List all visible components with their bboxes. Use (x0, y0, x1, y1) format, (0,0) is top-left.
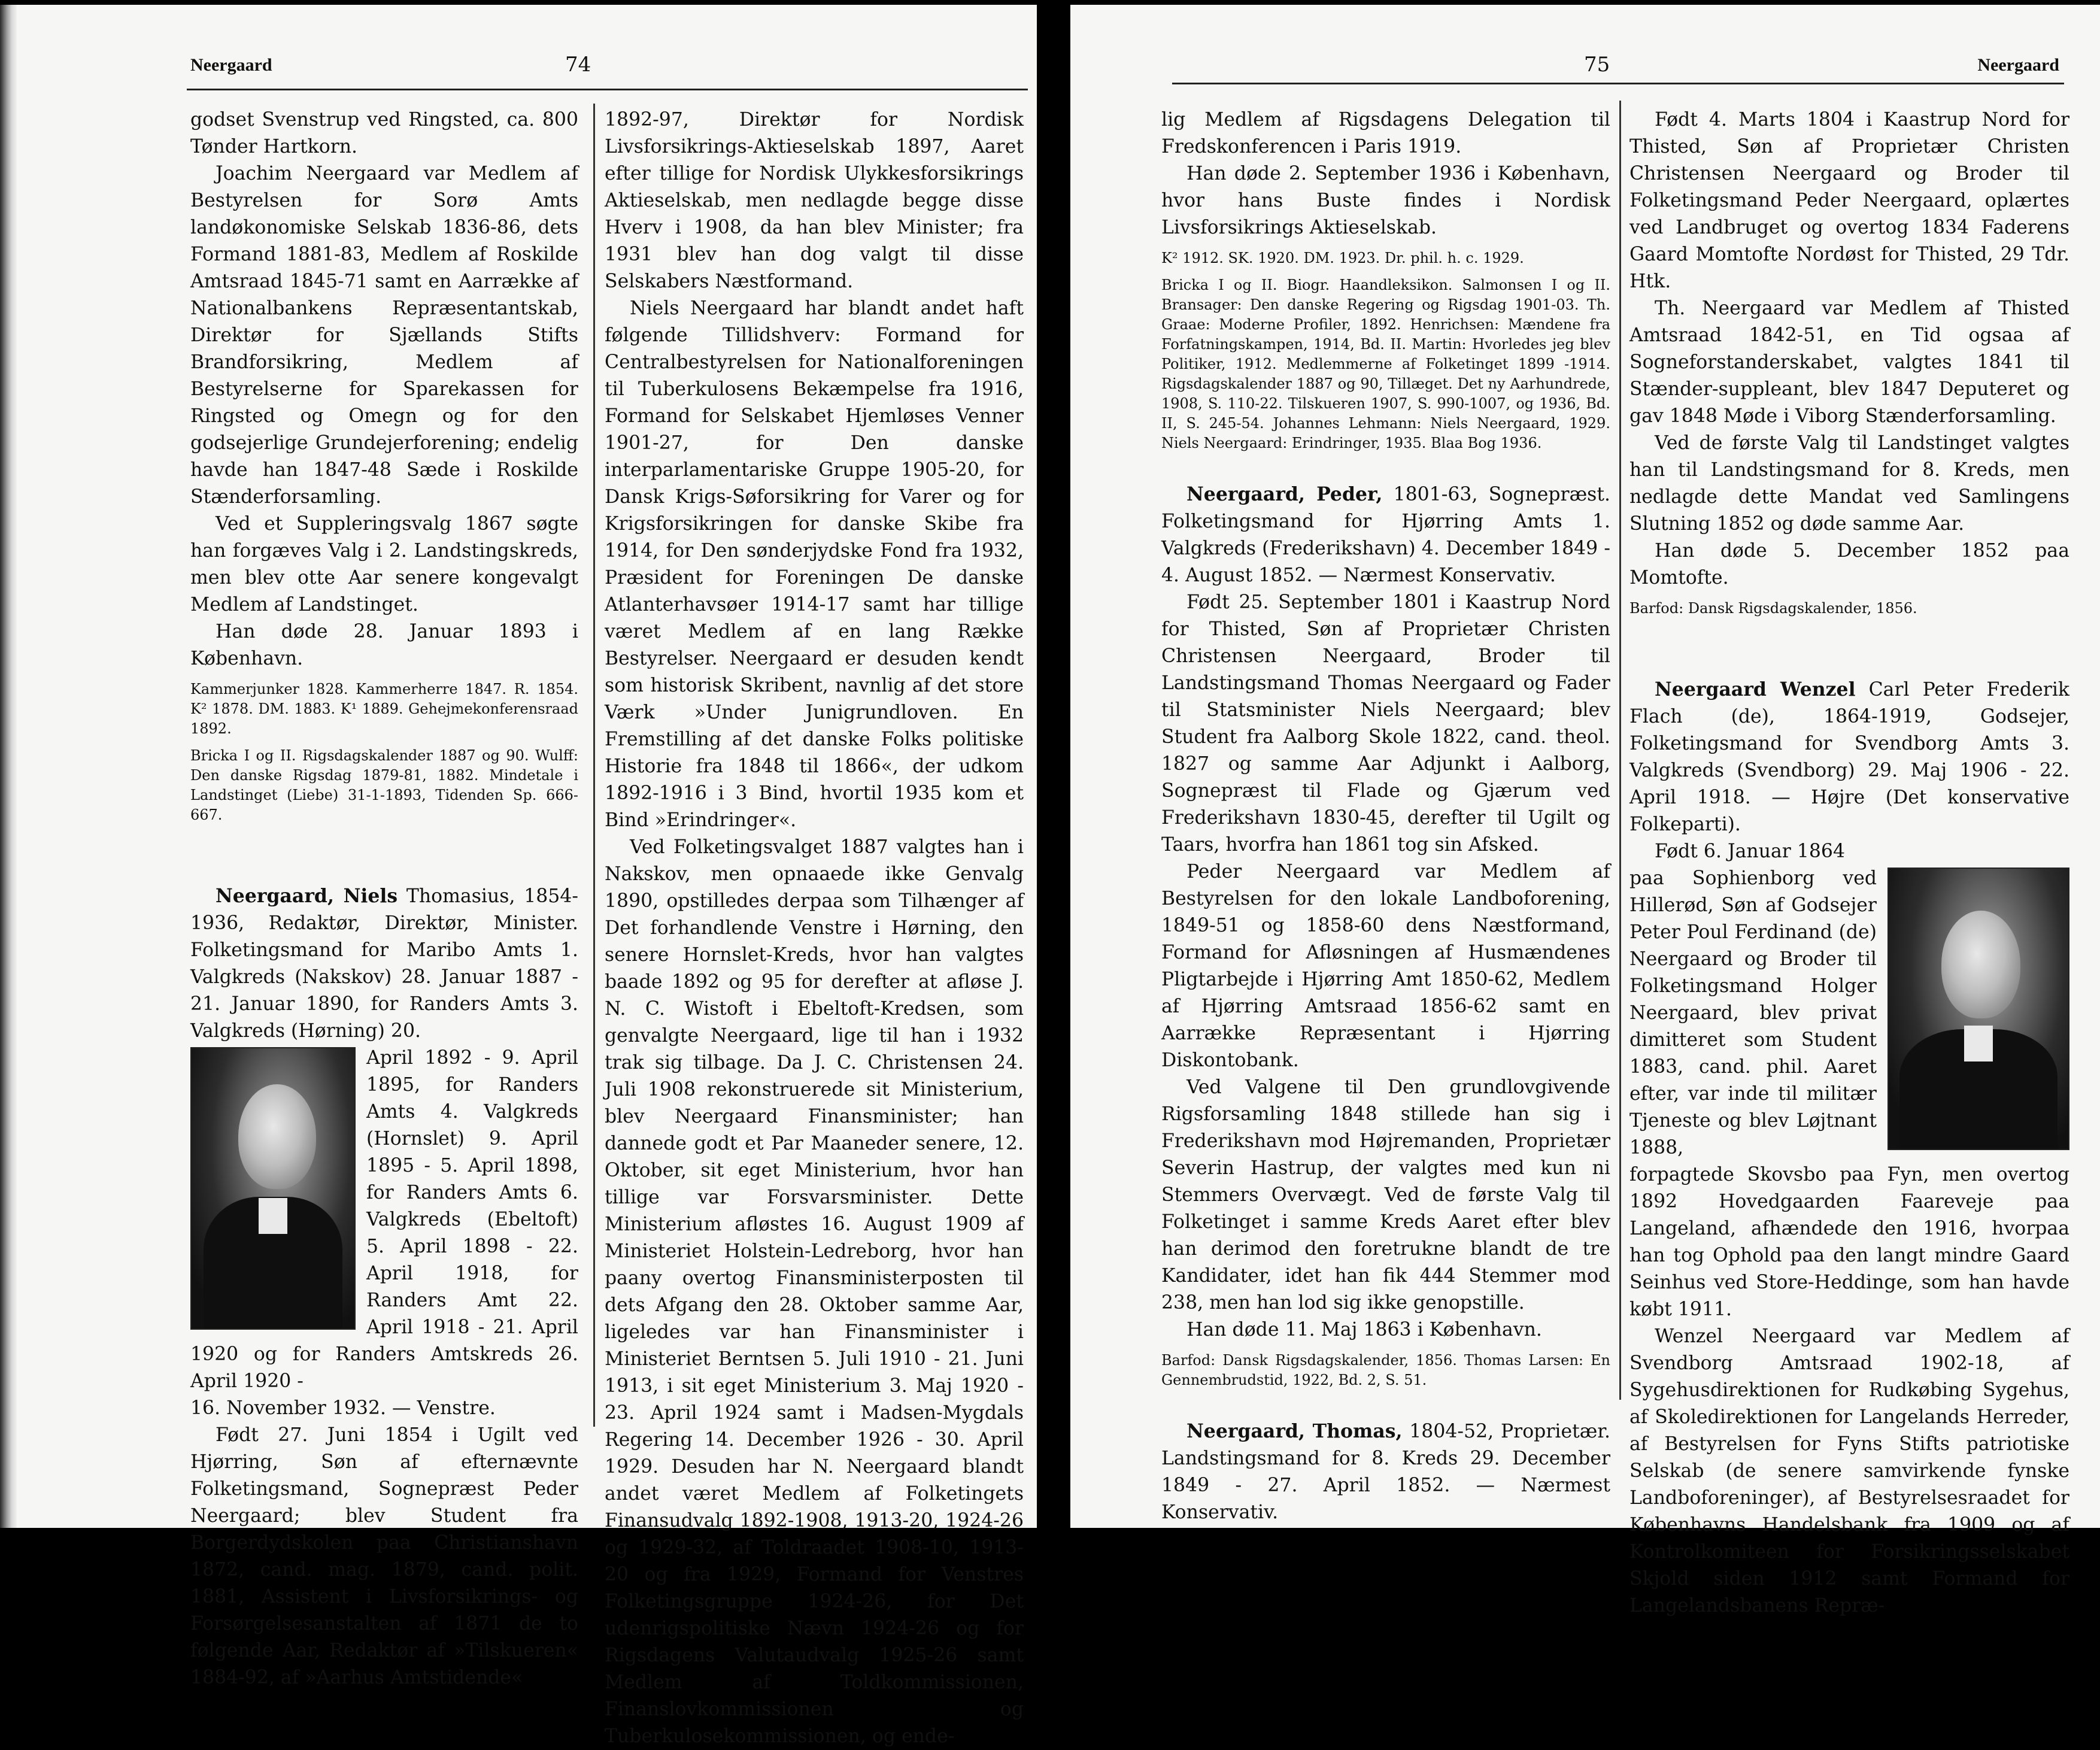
entry-text: 1801-63, Sognepræst. Folketingsmand for Hjørring Amts 1. Valgkreds (Frederikshavn) 4. December 1849 - 4. August 1852. — Nærmest Konservativ. (1161, 484, 1611, 586)
column-right-1 (1161, 107, 1610, 1526)
paragraph: Født 6. Januar 1864 (1655, 841, 1845, 862)
column-left-1 (190, 107, 578, 1691)
entry-paragraph (1629, 676, 2069, 838)
entry-name: Neergaard, Peder, (1186, 483, 1383, 505)
paragraph: Peder Neergaard var Medlem af Bestyrelsen for den lokale Landboforening, 1849-51 og 1858-60 dens Næstformand, Formand for Afløsningen af Husmændenes Pligtarbejde i Hjørring Amt 1850-62, Medlem af Hjørring Amtsraad 1856-62 samt en Aarrække Repræsentant i Hjørring Diskontobank. (1161, 861, 1610, 1071)
page-number: 74 (565, 53, 591, 77)
header-rule (1172, 83, 2064, 84)
entry-text: Thomasius, 1854-1936, Redaktør, Direktør, Minister. Folketingsmand for Maribo Amts 1. Valgkreds (Nakskov) 28. Januar 1887 - 21. Januar 1890, for Randers Amts 3. Valgkreds (Hørning) 20. (190, 885, 579, 1042)
header-name: Neergaard (1977, 55, 2059, 75)
honours-note: K² 1912. SK. 1920. DM. 1923. Dr. phil. h. c. 1929. (1161, 250, 1524, 266)
left-page (0, 5, 1037, 1747)
portrait-photo (1887, 868, 2069, 1150)
sources-note: Bricka I og II. Rigsdagskalender 1887 og 90. Wulff: Den danske Rigsdag 1879-81, 1882. Mindetale i Landstinget (Liebe) 31-1-1893, Tidenden Sp. 666-667. (190, 747, 578, 823)
sources-note: Bricka I og II. Biogr. Haandleksikon. Salmonsen I og II. Bransager: Den danske Regering og Rigsdag 1901-03. Th. Graae: Moderne Profiler, 1892. Henrichsen: Mændene fra Forfatningskampen, 1914, Bd. II. Martin: Hvorledes jeg blev Politiker, 1912. Medlemmerne af Folketinget 1899 -1914. Rigsdagskalender 1887 og 90, Tillæget. Det ny Aarhundrede, 1908, S. 110-22. Tilskueren 1907, S. 990-1007, og 1936, Bd. II, S. 245-54. Johannes Lehmann: Niels Neergaard, 1929. Niels Neergaard: Erindringer, 1935. Blaa Bog 1936. (1161, 277, 1610, 451)
entry-name: Neergaard, Niels (216, 885, 398, 907)
page-number: 75 (1584, 53, 1610, 77)
paragraph: Han døde 2. September 1936 i København, hvor hans Buste findes i Nordisk Livsforsikrings Aktieselskab. (1161, 163, 1610, 238)
paragraph: Th. Neergaard var Medlem af Thisted Amtsraad 1842-51, en Tid ogsaa af Sogneforstanderskabet, valgtes 1841 til Stænder-suppleant, blev 1847 Deputeret og gav 1848 Møde i Viborg Stænderforsamling. (1629, 298, 2069, 427)
paragraph: Joachim Neergaard var Medlem af Bestyrelsen for Sorø Amts landøkonomiske Selskab 1836-86, dets Formand 1881-83, Medlem af Roskilde Amtsraad 1845-71 samt en Aarrække af Nationalbankens Repræsentantskab, Direktør for Sjællands Stifts Brandforsikring, Medlem af Bestyrelserne for Sparekassen for Ringsted og Omegn og for den godsejerlige Grundejerforening; endelig havde han 1847-48 Sæde i Roskilde Stænderforsamling. (190, 163, 578, 508)
column-right-2 (1629, 107, 2069, 1619)
entry-name: Neergaard, Thomas, (1186, 1420, 1403, 1442)
paragraph: Født 25. September 1801 i Kaastrup Nord for Thisted, Søn af Proprietær Christen Christensen Neergaard, Broder til Landstingsmand Thomas Neergaard og Fader til Statsminister Niels Neergaard; blev Student fra Aalborg Skole 1822, cand. theol. 1827 og samme Aar Adjunkt i Aalborg, Sognepræst til Flade og Gjærum ved Frederikshavn 1830-45, derefter til Ugilt og Taars, hvorfra han 1861 tog sin Afsked. (1161, 592, 1610, 856)
paragraph: Ved et Suppleringsvalg 1867 søgte han forgæves Valg i 2. Landstingskreds, men blev otte Aar senere kongevalgt Medlem af Landstinget. (190, 513, 578, 615)
header-rule (187, 89, 1028, 90)
section-gap (1161, 457, 1610, 481)
entry-name: Neergaard Wenzel (1655, 678, 1856, 700)
entry-text-beside-photo: April 1892 - 9. April 1895, for Randers Amts 4. Valgkreds (Hornslet) 9. April 1895 - 5. April 1898, for Randers Amts 6. Valgkreds (Ebeltoft) 5. April 1898 - 22. April 1918, for Randers Amt 22. April 1918 - 21. April 1920 og for Randers Amtskreds 26. April 1920 - (190, 1047, 578, 1392)
section-gap (190, 829, 578, 882)
paragraph: Ved Valgene til Den grundlovgivende Rigsforsamling 1848 stillede han sig i Frederikshavn mod Højremanden, Proprietær Severin Hastrup, der valgtes med kun ni Stemmers Overvægt. Ved de første Valg til Folketinget i samme Kreds Aaret efter blev han derimod den foretrukne blandt de tre Kandidater, idet han fik 444 Stemmer mod 238, men han lod sig ikke genopstille. (1161, 1076, 1610, 1314)
sources-note: Barfod: Dansk Rigsdagskalender, 1856. (1629, 600, 1917, 617)
paragraph: lig Medlem af Rigsdagens Delegation til Fredskonferencen i Paris 1919. (1161, 109, 1610, 157)
portrait-face (1941, 911, 2020, 1018)
header-name: Neergaard (190, 55, 272, 75)
paragraph: Ved de første Valg til Landstinget valgtes han til Landstingsmand for 8. Kreds, men nedlagde dette Mandat ved Samlingens Slutning 1852 og døde samme Aar. (1629, 432, 2069, 535)
entry-paragraph (1161, 1418, 1610, 1526)
page-header (190, 47, 1016, 83)
entry-paragraph (190, 882, 578, 1045)
entry-text: 1804-52, Proprietær. Landstingsmand for 8. Kreds 29. December 1849 - 27. April 1852. — Nærmest Konservativ. (1161, 1421, 1610, 1523)
right-page (1070, 5, 2100, 1616)
page-header (1149, 47, 2059, 83)
sources-note: Barfod: Dansk Rigsdagskalender, 1856. Thomas Larsen: En Gennembrudstid, 1922, Bd. 2, S. 51. (1161, 1352, 1610, 1388)
paragraph: Ved Folketingsvalget 1887 valgtes han i Nakskov, men opnaaede ikke Genvalg 1890, opstilledes derpaa som Tilhænger af Det forhandlende Venstre i Hørning, den senere Hornslet-Kreds, hvor han valgtes baade 1892 og 95 for derefter at afløse J. N. C. Wistoft i Ebeltoft-Kredsen, som genvalgte Neergaard, lige til han i 1932 trak sig tilbage. Da J. C. Christensen 24. Juli 1908 rekonstruerede sit Ministerium, blev Neergaard Finansminister; han dannede godt et Par Maaneder senere, 12. Oktober, sit eget Ministerium, hvor han tillige var Forsvarsminister. Dette Ministerium afløstes 16. August 1909 af Ministeriet Holstein-Ledreborg, hvor han paany overtog Finansministerposten til dets Afgang den 28. Oktober samme Aar, ligeledes var han Finansminister i Ministeriet Berntsen 5. Juli 1910 - 21. Juni 1913, i sit eget Ministerium 3. Maj 1920 - 23. April 1924 samt i Madsen-Mygdals Regering 14. December 1926 - 30. April 1929. Desuden har N. Neergaard blandt andet været Medlem af Folketingets Finansudvalg 1892-1908, 1913-20, 1924-26 og 1929-32, af Toldraadet 1908-10, 1913-20 og fra 1929, Formand for Venstres Folketingsgruppe 1924-26, for Det udenrigspolitiske Nævn 1924-26 og for Rigsdagens Valutaudvalg 1925-26 samt Medlem af Toldkommissionen, Finanslovkommissionen og Tuberkulosekommissionen, og ende- (605, 836, 1024, 1747)
entry-text: Carl Peter Frederik Flach (de), 1864-1919, Godsejer, Folketingsmand for Svendborg Amts 3. Valgkreds (Svendborg) 29. Maj 1906 - 22. April 1918. — Højre (Det konservative Folkeparti). (1629, 679, 2069, 835)
paragraph: godset Svenstrup ved Ringsted, ca. 800 Tønder Hartkorn. (190, 109, 578, 157)
section-gap (1629, 622, 2069, 676)
paragraph: Niels Neergaard har blandt andet haft følgende Tillidshverv: Formand for Centralbestyrelsen for Nationalforeningen til Tuberkulosens Bekæmpelse fra 1916, Formand for Selskabet Hjemløses Venner 1901-27, for Den danske interparlamentariske Gruppe 1905-20, for Dansk Krigs-Søforsikring for Varer og for Krigsforsikringen for danske Skibe fra 1914, for Den sønderjydske Fond fra 1932, Præsident for Foreningen De danske Atlanterhavsøer 1914-17 samt har tillige været Medlem af en lang Række Bestyrelser. Neergaard er desuden kendt som historisk Skribent, navnlig af det store Værk »Under Junigrundloven. En Fremstilling af det danske Folks politiske Historie fra 1848 til 1866«, der udkom 1892-1916 i 3 Bind, hvortil 1935 kom et Bind »Erindringer«. (605, 298, 1024, 831)
entry-party: 16. November 1932. — Venstre. (190, 1397, 496, 1419)
paragraph: Han døde 11. Maj 1863 i København. (1186, 1319, 1542, 1340)
column-divider (1619, 101, 1621, 1400)
entry-text-beside-photo: paa Sophienborg ved Hillerød, Søn af Godsejer Peter Poul Ferdinand (de) Neergaard og Broder til Folketingsmand Holger Neergaard, blev privat dimitteret som Student 1883, cand. phil. Aaret efter, var inde til militær Tjeneste og blev Løjtnant 1888, (1629, 868, 1877, 1158)
section-gap (1161, 1394, 1610, 1418)
honours-note: Kammerjunker 1828. Kammerherre 1847. R. 1854. K² 1878. DM. 1883. K¹ 1889. Gehejmekonferensraad 1892. (190, 681, 578, 737)
column-left-2 (605, 107, 1024, 1750)
page-gutter-shadow (0, 5, 17, 1528)
paragraph: 1892-97, Direktør for Nordisk Livsforsikrings-Aktieselskab 1897, Aaret efter tillige for Nordisk Ulykkesforsikrings Aktieselskab, men nedlagde begge disse Hverv i 1908, da han blev Minister; fra 1931 blev han dog valgt til disse Selskabers Næstformand. (605, 109, 1024, 292)
column-divider (593, 104, 595, 1427)
entry-paragraph (1161, 481, 1610, 589)
paragraph: Wenzel Neergaard var Medlem af Svendborg Amtsraad 1902-18, af Sygehusdirektionen for Rudkøbing Sygehus, af Skoledirektionen for Langelands Herreder, af Bestyrelsen for Fyns Stifts patriotiske Selskab (de senere samvirkende fynske Landboforeninger), af Bestyrelsesraadet for Københavns Handelsbank fra 1909 og af Kontrolkomiteen for Forsikringsselskabet Skjold siden 1912 samt Formand for Langelandsbanens Repræ- (1629, 1326, 2069, 1616)
portrait-collar (259, 1198, 287, 1234)
portrait-photo (190, 1047, 356, 1330)
paragraph: Han døde 5. December 1852 paa Momtofte. (1629, 540, 2069, 589)
portrait-collar (1964, 1026, 1993, 1061)
paragraph: forpagtede Skovsbo paa Fyn, men overtog 1892 Hovedgaarden Faareveje paa Langeland, afhændede den 1916, hvorpaa han tog Ophold paa den langt mindre Gaard Seinhus ved Store-Heddinge, som han havde købt 1911. (1629, 1164, 2069, 1320)
paragraph: Han døde 28. Januar 1893 i København. (190, 621, 578, 669)
paragraph: Født 4. Marts 1804 i Kaastrup Nord for Thisted, Søn af Proprietær Christen Christensen Neergaard og Broder til Folketingsmand Peder Neergaard, oplærtes ved Landbruget og overtog 1834 Faderens Gaard Momtofte Nordøst for Thisted, 29 Tdr. Htk. (1629, 109, 2069, 292)
portrait-face (238, 1084, 316, 1189)
paragraph: Født 27. Juni 1854 i Ugilt ved Hjørring, Søn af efternævnte Folketingsmand, Sognepræst Peder Neergaard; blev Student fra Borgerdydskolen paa Christianshavn 1872, cand. mag. 1879, cand. polit. 1881, Assistent i Livsforsikrings- og Forsørgelsesanstalten af 1871 de to følgende Aar, Redaktør af »Tilskueren« 1884-92, af »Aarhus Amtstidende« (190, 1424, 578, 1688)
